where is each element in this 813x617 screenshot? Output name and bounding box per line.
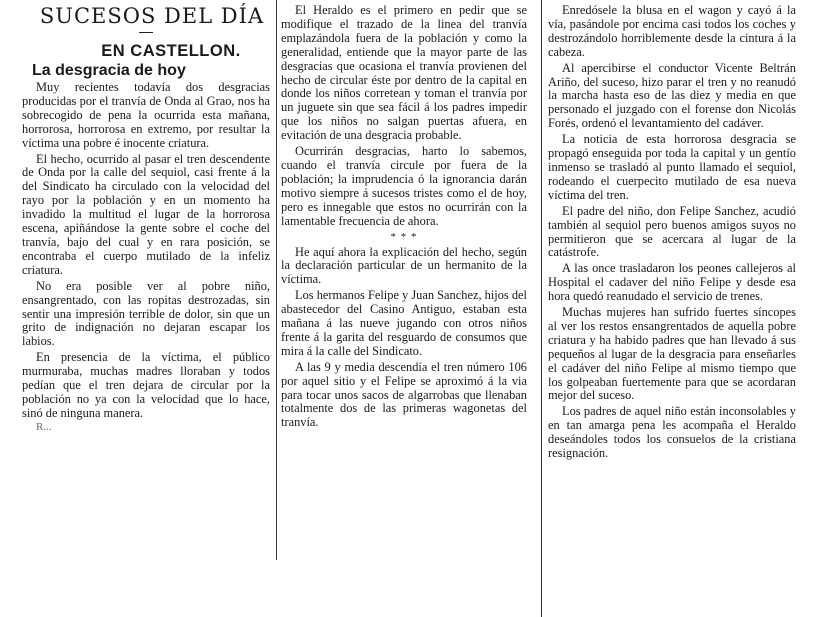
column-rule-left (276, 0, 277, 560)
title-divider (22, 28, 270, 38)
section-stars-ornament: * * * (390, 230, 418, 243)
article-paragraph: En presencia de la víctima, el público murmuraba, muchas madres lloraban y todos pedían que el tren dejara de circular por la población no ya con la velocidad que lo hace, sinó de ninguna manera. (22, 350, 270, 420)
article-paragraph: A las 9 y media descendía el tren número 106 por aquel sitio y el Felipe se aproximó á la via para tocar unos sacos de algarrobas que llenaban totalmente dos de las primeras wagonetas del tranvía. (281, 359, 527, 430)
article-paragraph: A las once trasladaron los peones callejeros al Hospital el cadaver del niño Felipe y desde esa hora quedó reanudado el servicio de trenes. (548, 261, 796, 304)
article-paragraph: Ocurrirán desgracias, harto lo sabemos, cuando el tranvía circule por fuera de la población; la imprudencia ó la ignorancia darán motivo siempre á sucesos tristes como el de hoy, pero es innegable que estos no ocurrirán con la lamentable frecuencia de ahora. (281, 144, 527, 228)
article-paragraph: Muy recientes todavía dos desgracias producidas por el tranvía de Onda al Grao, nos ha sobrecogido de pena la ocurrida esta mañana, horrorosa, horrorosa en extremo, por resultar la víctima una pobre é inocente criatura. (22, 80, 270, 150)
cut-off-fragment: R... (36, 420, 52, 433)
column-three (548, 4, 796, 461)
column-two (281, 4, 527, 430)
article-paragraph: Al apercibirse el conductor Vicente Beltrán Ariño, del suceso, hizo parar el tren y no reanudó la marcha hasta eso de las diez y media en que personado el juzgado con el forense don Nicolás Forés, ordenó el levantamiento del cadáver. (548, 60, 796, 131)
location-heading: EN CASTELLON. (101, 42, 241, 60)
article-paragraph: Muchas mujeres han sufrido fuertes síncopes al ver los restos ensangrentados de aquella pobre criatura y ha habido padres que han llevado á sus pequeños al lugar de la desgracia para enseñarles el cadáver del niño Felipe al mismo tiempo que los golpeaban fuertemente para que se acordaran mejor del suceso. (548, 305, 796, 403)
article-paragraph: La noticia de esta horrorosa desgracia se propagó enseguida por toda la capital y un gentío inmenso se trasladó al punto llamado el sequiol, rodeando el cuerpecito mutilado de esa nueva víctima del tren. (548, 132, 796, 202)
article-paragraph: El padre del niño, don Felipe Sanchez, acudió también al sequiol pero buenos amigos suyos no permitieron que se acercara al lugar de la catástrofe. (548, 203, 796, 260)
article-paragraph: Enredósele la blusa en el wagon y cayó á la vía, pasándole por encima casi todos los coches y destrozándolo horriblemente desde la cintura á la cabeza. (548, 3, 796, 59)
article-headline: La desgracia de hoy (32, 62, 186, 79)
section-title: SUCESOS DEL DÍA (39, 4, 265, 28)
column-rule-right (541, 0, 542, 617)
article-paragraph: El hecho, ocurrido al pasar el tren descendente de Onda por la calle del sequiol, casi frente á la del Sindicato ha circulado con la velocidad del rayo por la población y en un momento ha invadido la multitud el lugar de la horrorosa escena, apiñándose la gente sobre el coche del tranvía, bajo del cual y en rara posición, se encontraba el cuerpo mutilado de la infeliz criatura. (22, 151, 270, 277)
article-paragraph: El Heraldo es el primero en pedir que se modifique el trazado de la linea del tranvía emplazándola fuera de la población y como la generalidad, entiende que la mayor parte de las desgracias que ocasiona el tranvía provienen del hecho de circular éste por dentro de la capital en donde los niños corretean y toman el tranvía por un juguete sin que sea fácil á los padres impedir que los niños no salgan puertas afuera, en evitación de una desgracia probable. (281, 3, 527, 143)
column-one (22, 4, 270, 433)
article-paragraph: He aquí ahora la explicación del hecho, según la declaración particular de un hermanito de la víctima. (281, 244, 527, 287)
article-paragraph: Los hermanos Felipe y Juan Sanchez, hijos del abastecedor del Casino Antiguo, estaban esta mañana á las nueve jugando con otros niños frente á la garita del resguardo de consumos que mira á la calle del Sindicato. (281, 288, 527, 358)
article-paragraph: No era posible ver al pobre niño, ensangrentado, con las ropitas destrozadas, sin sentir una impresión terrible de dolor, sin que un grito de indignación no dejaran escapar los labios. (22, 278, 270, 349)
article-paragraph: Los padres de aquel niño están inconsolables y en tan amarga pena les acompaña el Heraldo deseándoles todos los consuelos de la cristiana resignación. (548, 404, 796, 461)
